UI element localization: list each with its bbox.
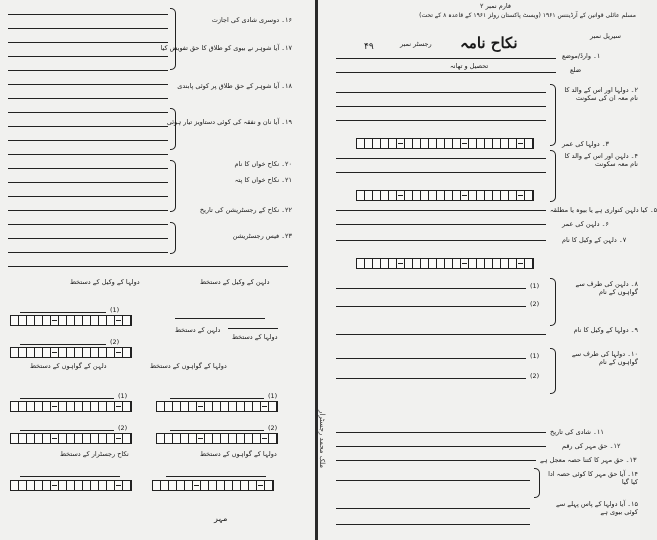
brace (550, 278, 556, 326)
divider (8, 266, 288, 267)
signature-line[interactable] (170, 430, 264, 431)
field-line[interactable] (336, 358, 526, 359)
witness-2-number: (2) (118, 424, 128, 432)
field-groom-agent: ۹۔ دولہا کے وکیل کا نام (573, 326, 638, 334)
right-page (330, 0, 657, 540)
signature-line[interactable] (228, 328, 278, 329)
cnic-boxes[interactable] (10, 401, 132, 412)
field-mehr-paid: ۱۴۔ آیا حق مہر کا کوئی حصہ ادا کیا گیا (548, 470, 638, 486)
witness-2-number: (2) (268, 424, 278, 432)
signature-line[interactable] (20, 344, 106, 345)
bride-cnic-boxes[interactable] (356, 190, 534, 201)
agent-cnic-boxes[interactable] (356, 258, 534, 269)
field-line[interactable] (336, 172, 546, 173)
witness-2-number: (2) (110, 338, 120, 346)
bride-witnesses-label: دلہن کے گواہوں کے دستخط (30, 362, 107, 370)
field-line[interactable] (336, 480, 530, 481)
left-field-16: ۱۶۔ دوسری شادی کی اجازت (211, 16, 292, 24)
field-mehr: ۱۲۔ حق مہر کی رقم (562, 442, 621, 450)
field-groom-witnesses: ۱۰۔ دولہا کی طرف سے گواہوں کے نام (571, 350, 638, 366)
field-groom: ۲۔ دولہا اور اس کے والد کا نام معہ ان کی سکونت (564, 86, 638, 102)
brace (534, 468, 540, 498)
field-bride-status: ۵۔ کیا دلہن کنواری ہے یا بیوہ یا مطلقہ (550, 206, 657, 214)
page-number: ۴۹ (364, 42, 374, 52)
document-title: نکاح نامہ (460, 34, 518, 52)
cnic-boxes[interactable] (10, 480, 132, 491)
serial-label: سیریل نمبر (590, 32, 621, 40)
witness-1-number: (1) (268, 392, 278, 400)
field-line[interactable] (336, 446, 546, 447)
field-line[interactable] (336, 106, 546, 107)
left-field-20: ۲۰۔ نکاح خواں کا نام (234, 160, 292, 168)
brace (550, 348, 556, 394)
witness-1-number: (1) (530, 352, 540, 360)
cnic-boxes[interactable] (10, 315, 132, 326)
field-line[interactable] (336, 240, 546, 241)
field-mehr-portion: ۱۳۔ حق مہر کا کتنا حصہ معجل ہے (540, 456, 637, 464)
header-top-line: مسلم عائلی قوانین کے آرڈیننس ۱۹۶۱ (ویسٹ پاکستان رولز ۱۹۶۱ کے قاعدہ ۸ کے تحت) (419, 12, 636, 19)
signature-line[interactable] (20, 430, 114, 431)
field-line[interactable] (336, 460, 536, 461)
left-field-19: ۱۹۔ آیا نان و نفقہ کی کوئی دستاویز تیار ہوئی (166, 118, 292, 126)
groom-witnesses-label: دولہا کے گواہوں کے دستخط (150, 362, 227, 370)
groom-sig-label: دولہا کے دستخط (232, 333, 278, 341)
groom-agent-label: دولہا کے وکیل کے دستخط (70, 278, 140, 286)
bride-agent-label: دلہن کے وکیل کے دستخط (200, 278, 270, 286)
registrar-stamp: ملک محمد رجسٹرار (318, 410, 326, 469)
field-groom-age: ۳۔ دولہا کی عمر (562, 140, 610, 148)
left-field-23: ۲۳۔ فیس رجسٹریشن (232, 232, 292, 240)
left-field-22: ۲۲۔ نکاح کے رجسٹریشن کی تاریخ (199, 206, 292, 214)
signature-line[interactable] (20, 312, 106, 313)
form-number: فارم نمبر ۲ (480, 2, 511, 10)
brace (550, 84, 556, 146)
field-ward: ۱۔ وارڈ/موضع (562, 52, 601, 60)
field-tehsil: تحصیل و تھانہ (450, 62, 489, 70)
register-label: رجسٹر نمبر (400, 40, 432, 48)
field-line[interactable] (336, 158, 546, 159)
field-marriage-date: ۱۱۔ شادی کی تاریخ (550, 428, 604, 436)
left-page (0, 0, 300, 540)
signature-line[interactable] (20, 476, 120, 477)
seal-label: مہر (214, 514, 228, 523)
field-line[interactable] (336, 334, 546, 335)
cnic-boxes[interactable] (10, 433, 132, 444)
field-line[interactable] (336, 224, 546, 225)
field-bride-witnesses: ۸۔ دلہن کی طرف سے گواہوں کے نام (575, 280, 638, 296)
field-line[interactable] (336, 210, 546, 211)
field-existing-wife: ۱۵۔ آیا دولہا کے پاس پہلے سے کوئی بیوی ہے (555, 500, 638, 516)
brace (170, 222, 176, 254)
field-line[interactable] (336, 306, 526, 307)
witness-1-number: (1) (118, 392, 128, 400)
field-line[interactable] (336, 72, 556, 73)
brace (170, 108, 176, 150)
cnic-boxes[interactable] (10, 347, 132, 358)
brace (170, 160, 176, 212)
registrar-label: دولہا کے گواہوں کے دستخط (200, 450, 277, 458)
signature-line[interactable] (170, 398, 264, 399)
signature-line[interactable] (175, 318, 265, 319)
signature-line[interactable] (166, 476, 266, 477)
left-field-18: ۱۸۔ آیا شوہر کے حق طلاق پر کوئی پابندی (177, 82, 292, 90)
registrar-label: نکاح رجسٹرار کے دستخط (60, 450, 129, 458)
field-line[interactable] (336, 432, 546, 433)
field-bride: ۴۔ دلہن اور اس کے والد کا نام معہ سکونت (564, 152, 638, 168)
witness-2-number: (2) (530, 372, 540, 380)
witness-2-number: (2) (530, 300, 540, 308)
field-line[interactable] (336, 120, 546, 121)
signature-line[interactable] (20, 398, 114, 399)
page-spine (308, 0, 326, 540)
field-bride-agent: ۷۔ دلہن کے وکیل کا نام (562, 236, 627, 244)
field-line[interactable] (336, 508, 530, 509)
bride-sig-label: دلہن کے دستخط (175, 326, 221, 334)
brace (170, 8, 176, 70)
field-line[interactable] (336, 288, 526, 289)
witness-1-number: (1) (530, 282, 540, 290)
field-line[interactable] (336, 92, 546, 93)
cnic-boxes[interactable] (156, 401, 278, 412)
field-line[interactable] (336, 58, 556, 59)
field-bride-age: ۶۔ دلہن کی عمر (562, 220, 609, 228)
cnic-boxes[interactable] (152, 480, 274, 491)
field-line[interactable] (336, 524, 530, 525)
left-field-21: ۲۱۔ نکاح خواں کا پتہ (234, 176, 292, 184)
left-field-17: ۱۷۔ آیا شوہر نے بیوی کو طلاق کا حق تفویض کیا (160, 44, 292, 52)
groom-cnic-boxes[interactable] (356, 138, 534, 149)
witness-1-number: (1) (110, 306, 120, 314)
field-district: ضلع (570, 66, 582, 74)
brace (550, 150, 556, 202)
field-line[interactable] (336, 378, 526, 379)
cnic-boxes[interactable] (156, 433, 278, 444)
